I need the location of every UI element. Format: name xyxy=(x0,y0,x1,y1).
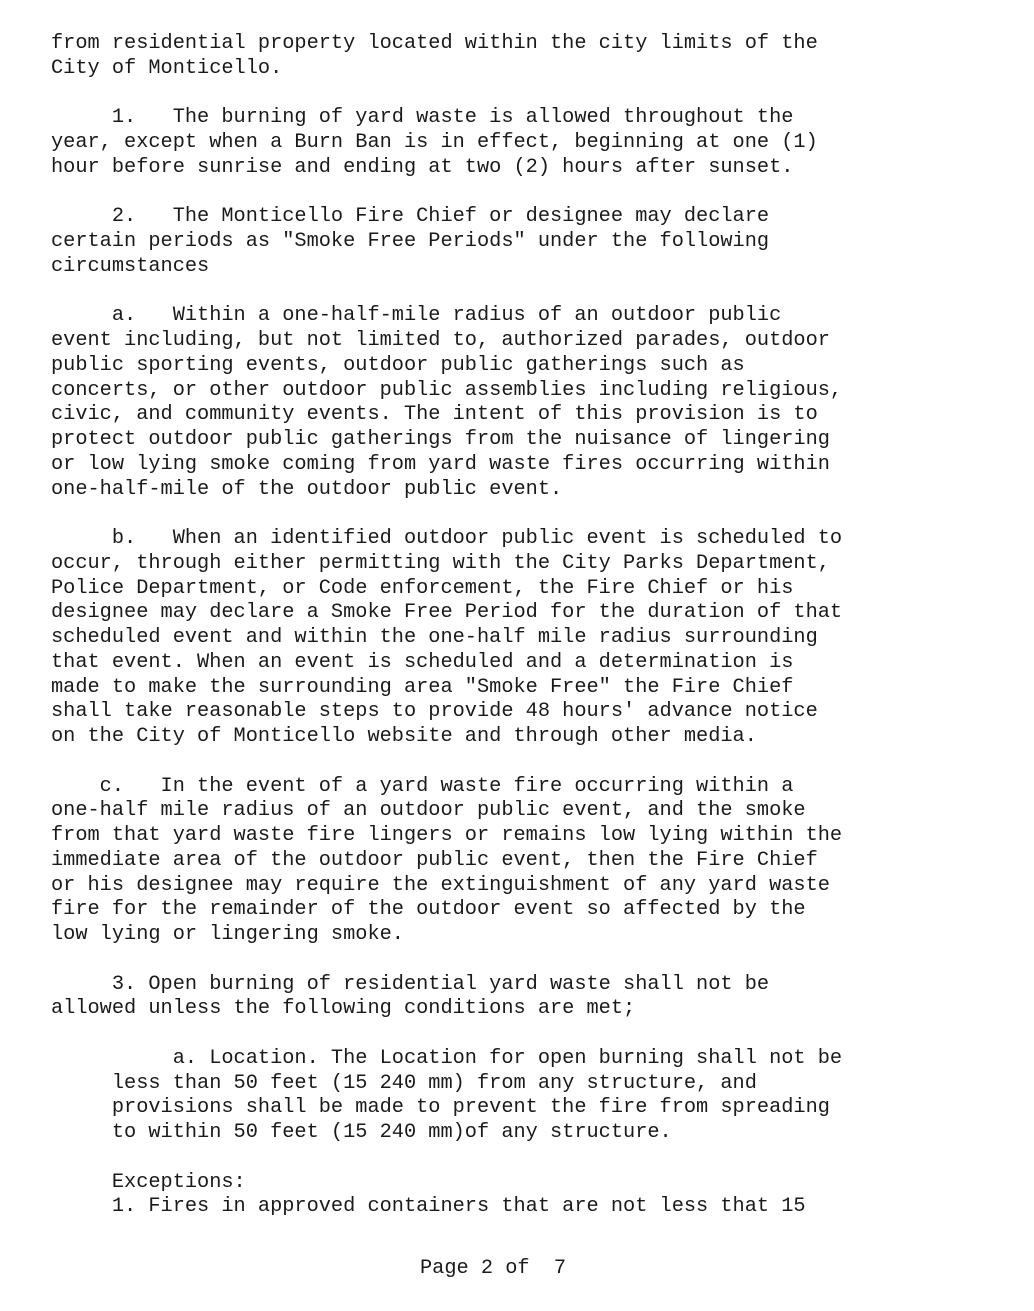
paragraph-item-1: 1. The burning of yard waste is allowed throughout the year, except when a Burn Ban is in effect, beginning at one (1) hour before sunrise and ending at two (2) hours after sunset. xyxy=(51,106,818,179)
paragraph-item-2: 2. The Monticello Fire Chief or designee may declare certain periods as "Smoke Free Periods" under the following circumstances xyxy=(51,205,770,278)
paragraph-item-2c: c. In the event of a yard waste fire occurring within a one-half mile radius of an outdoor public event, and the smoke from that yard waste fire lingers or remains low lying within the immediate area of the outdoor public event, then the Fire Chief or his designee may require the extinguishment of any yard waste fire for the remainder of the outdoor event so affected by the low lying or lingering smoke. xyxy=(51,774,843,946)
paragraph-exceptions: Exceptions: 1. Fires in approved containers that are not less that 15 xyxy=(111,1170,806,1219)
page-number-footer: Page 2 of 7 xyxy=(420,1257,567,1280)
paragraph-item-3a: a. Location. The Location for open burning shall not be less than 50 feet (15 240 mm) from any structure, and provisions shall be made to prevent the fire from spreading to within 50 feet (15 240 mm)of any structure. xyxy=(111,1046,843,1144)
document-page xyxy=(51,32,1011,1245)
paragraph-item-2b: b. When an identified outdoor public event is scheduled to occur, through either permitting with the City Parks Department, Police Department, or Code enforcement, the Fire Chief or his designee may declare a Smoke Free Period for the duration of that scheduled event and within the one-half mile radius surrounding that event. When an event is scheduled and a determination is made to make the surrounding area "Smoke Free" the Fire Chief shall take reasonable steps to provide 48 hours' advance notice on the City of Monticello website and through other media. xyxy=(51,527,843,748)
paragraph-item-3: 3. Open burning of residential yard waste shall not be allowed unless the following conditions are met; xyxy=(51,972,770,1021)
paragraph-intro: from residential property located within the city limits of the City of Monticello. xyxy=(51,32,818,80)
paragraph-item-2a: a. Within a one-half-mile radius of an outdoor public event including, but not limited to, authorized parades, outdoor public sporting events, outdoor public gatherings such as concerts, or other outdoor public assemblies including religious, civic, and community events. The intent of this provision is to protect outdoor public gatherings from the nuisance of lingering or low lying smoke coming from yard waste fires occurring within one-half-mile of the outdoor public event. xyxy=(51,304,843,501)
